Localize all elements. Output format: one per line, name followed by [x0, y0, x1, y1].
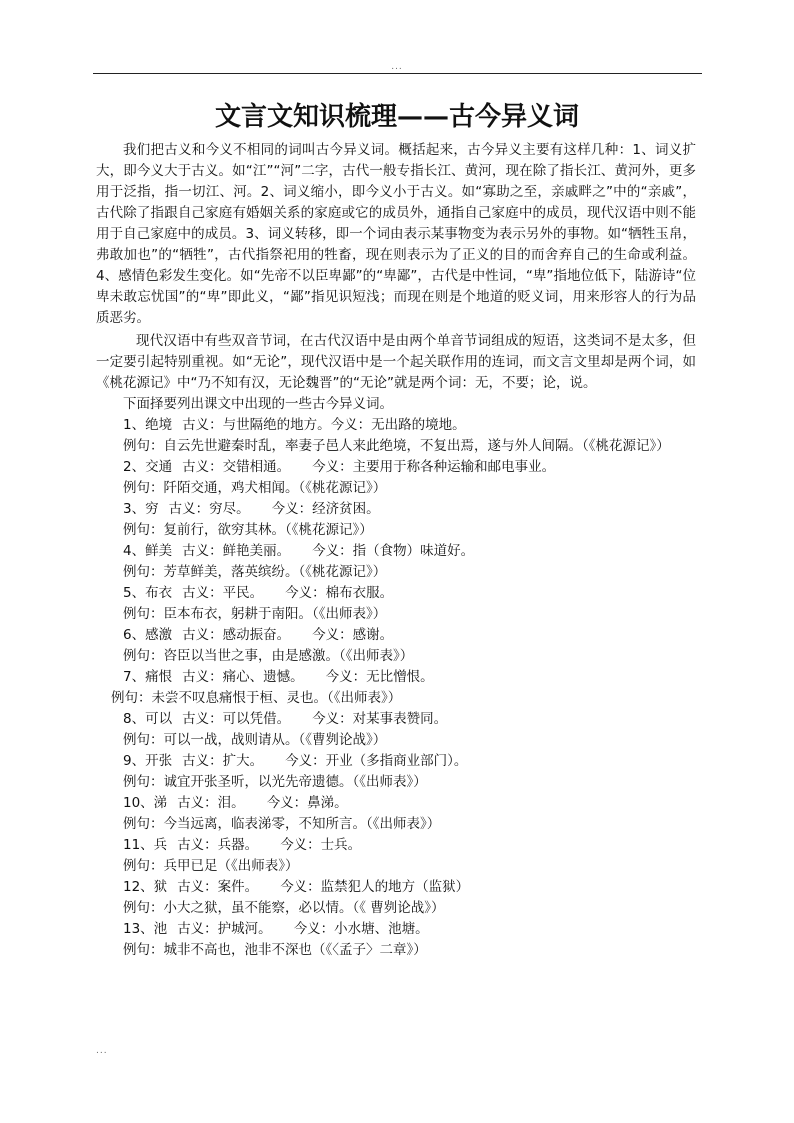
entry-example: 例句：城非不高也，池非不深也（《〈孟子〉二章》）: [123, 942, 427, 958]
entry-ancient: 古义：感动振奋。: [182, 627, 291, 643]
entry-row: [96, 751, 696, 772]
entry-ancient: 古义：扩大。: [182, 753, 264, 769]
entry-ancient: 古义：痛心、遗憾。: [182, 669, 304, 685]
entry-modern: 今义：小水塘、池塘。: [293, 921, 429, 937]
entry-ancient: 古义：泪。: [177, 795, 245, 811]
entry-modern: 今义：主要用于称各种运输和邮电事业。: [312, 459, 556, 475]
entry-head: 12、狱: [123, 879, 168, 895]
list-lead: 下面择要列出课文中出现的一些古今异义词。: [123, 396, 393, 412]
entry-example: 例句：小大之狱，虽不能察，必以情。（《 曹刿论战》）: [123, 900, 445, 916]
entry-head: 11、兵: [123, 837, 168, 853]
entry-ancient: 古义：穷尽。: [168, 501, 250, 517]
page-title: 文言文知识梳理——古今异义词: [214, 102, 579, 132]
entry-modern: 今义：无比憎恨。: [325, 669, 434, 685]
entry-modern: 今义：棉布衣服。: [285, 585, 394, 601]
header-dots: ...: [391, 62, 403, 72]
entry-row: [96, 625, 696, 646]
entry-head: 10、涕: [123, 795, 168, 811]
entry-example: 例句：诚宜开张圣听，以光先帝遗德。（《出师表》）: [123, 774, 427, 790]
header-rule: [93, 73, 702, 74]
entry-modern: 今义：鼻涕。: [266, 795, 348, 811]
entry-head: 2、交通: [123, 459, 173, 475]
entry-head: 6、感激: [123, 627, 173, 643]
entry-ancient: 古义：交错相通。: [182, 459, 291, 475]
entry-ancient: 古义：鲜艳美丽。: [182, 543, 291, 559]
entry-head: 7、痛恨: [123, 669, 173, 685]
entry-modern: 今义：无出路的境地。: [330, 417, 466, 433]
entry-example: 例句：咨臣以当世之事，由是感激。（《出师表》）: [123, 648, 414, 664]
entry-example: 例句：阡陌交通，鸡犬相闻。（《桃花源记》）: [123, 480, 387, 496]
entry-example: 例句：自云先世避秦时乱，率妻子邑人来此绝境，不复出焉，遂与外人间隔。（《桃花源记》）: [123, 438, 670, 454]
entry-head: 4、鲜美: [123, 543, 173, 559]
entry-ancient: 古义：可以凭借。: [182, 711, 291, 727]
entry-modern: 今义：对某事表赞同。: [312, 711, 448, 727]
entry-modern: 今义：士兵。: [280, 837, 362, 853]
entry-row: [96, 499, 696, 520]
entry-example: 例句：可以一战，战则请从。（《曹刿论战》）: [123, 732, 387, 748]
entry-row: [96, 541, 696, 562]
entry-row: [96, 583, 696, 604]
entry-row: [96, 457, 696, 478]
entry-head: 5、布衣: [123, 585, 173, 601]
entry-ancient: 古义：兵器。: [177, 837, 259, 853]
entry-head: 8、可以: [123, 711, 173, 727]
entry-modern: 今义：开业（多指商业部门）。: [285, 753, 468, 769]
intro-paragraph: 我们把古义和今义不相同的词叫古今异义词。概括起来，古今异义主要有这样几种：1、词义扩大，即今义大于古义。如“江”“河”二字，古代一般专指长江、黄河，现在除了指长江、黄河外，更多用于泛指，指一切江、河。2、词义缩小，即今义小于古义。如“寡助之至，亲戚畔之”中的“亲戚”，古代除了指跟自己家庭有婚姻关系的家庭或它的成员外，通指自己家庭中的成员，现代汉语中则不能用于自己家庭中的成员。3、词义转移，即一个词由表示某事物变为表示另外的事物。如“牺牲玉帛，弗敢加也”的“牺牲”，古代指祭祀用的牲畜，现在则表示为了正义的目的而舍弃自己的生命或利益。4、感情色彩发生变化。如“先帝不以臣卑鄙”的“卑鄙”，古代是中性词，“卑”指地位低下，陆游诗“位卑未敢忘忧国”的“卑”即此义，“鄙”指见识短浅；而现在则是个地道的贬义词，用来形容人的行为品质恶劣。: [96, 142, 696, 326]
entry-row: [96, 835, 696, 856]
entry-example: 例句：臣本布衣，躬耕于南阳。（《出师表》）: [123, 606, 387, 622]
document-body: [96, 140, 696, 961]
entry-example: 例句：未尝不叹息痛恨于桓、灵也。（《出师表》）: [111, 690, 402, 706]
entry-head: 9、开张: [123, 753, 173, 769]
entry-ancient: 古义：护城河。: [177, 921, 272, 937]
entry-head: 13、池: [123, 921, 168, 937]
entry-row: [96, 667, 696, 688]
entry-row: [96, 919, 696, 940]
entry-ancient: 古义：案件。: [177, 879, 259, 895]
entry-head: 1、绝境: [123, 417, 173, 433]
footer-dots: ...: [96, 1046, 108, 1056]
double-syllable-paragraph: 现代汉语中有些双音节词，在古代汉语中是由两个单音节词组成的短语，这类词不是太多，但一定要引起特别重视。如“无论”，现代汉语中是一个起关联作用的连词，而文言文里却是两个词，如《桃花源记》中“乃不知有汉，无论魏晋”的“无论”就是两个词：无，不要；论，说。: [96, 333, 696, 391]
entry-ancient: 古义：平民。: [182, 585, 264, 601]
entry-head: 3、穷: [123, 501, 159, 517]
entry-row: [96, 709, 696, 730]
entry-example: 例句：芳草鲜美，落英缤纷。（《桃花源记》）: [123, 564, 387, 580]
entry-example: 例句：今当远离，临表涕零，不知所言。（《出师表》）: [123, 816, 441, 832]
entry-modern: 今义：经济贫困。: [271, 501, 380, 517]
entry-example: 例句：复前行，欲穷其林。（《桃花源记》）: [123, 522, 373, 538]
entry-row: [96, 415, 696, 436]
entry-modern: 今义：指（食物）味道好。: [312, 543, 475, 559]
entry-modern: 今义：监禁犯人的地方（监狱）: [280, 879, 470, 895]
entry-ancient: 古义：与世隔绝的地方。: [182, 417, 331, 433]
entry-row: [96, 877, 696, 898]
entry-modern: 今义：感谢。: [312, 627, 394, 643]
entry-row: [96, 793, 696, 814]
entry-example: 例句：兵甲已足（《出师表》）: [123, 858, 299, 874]
